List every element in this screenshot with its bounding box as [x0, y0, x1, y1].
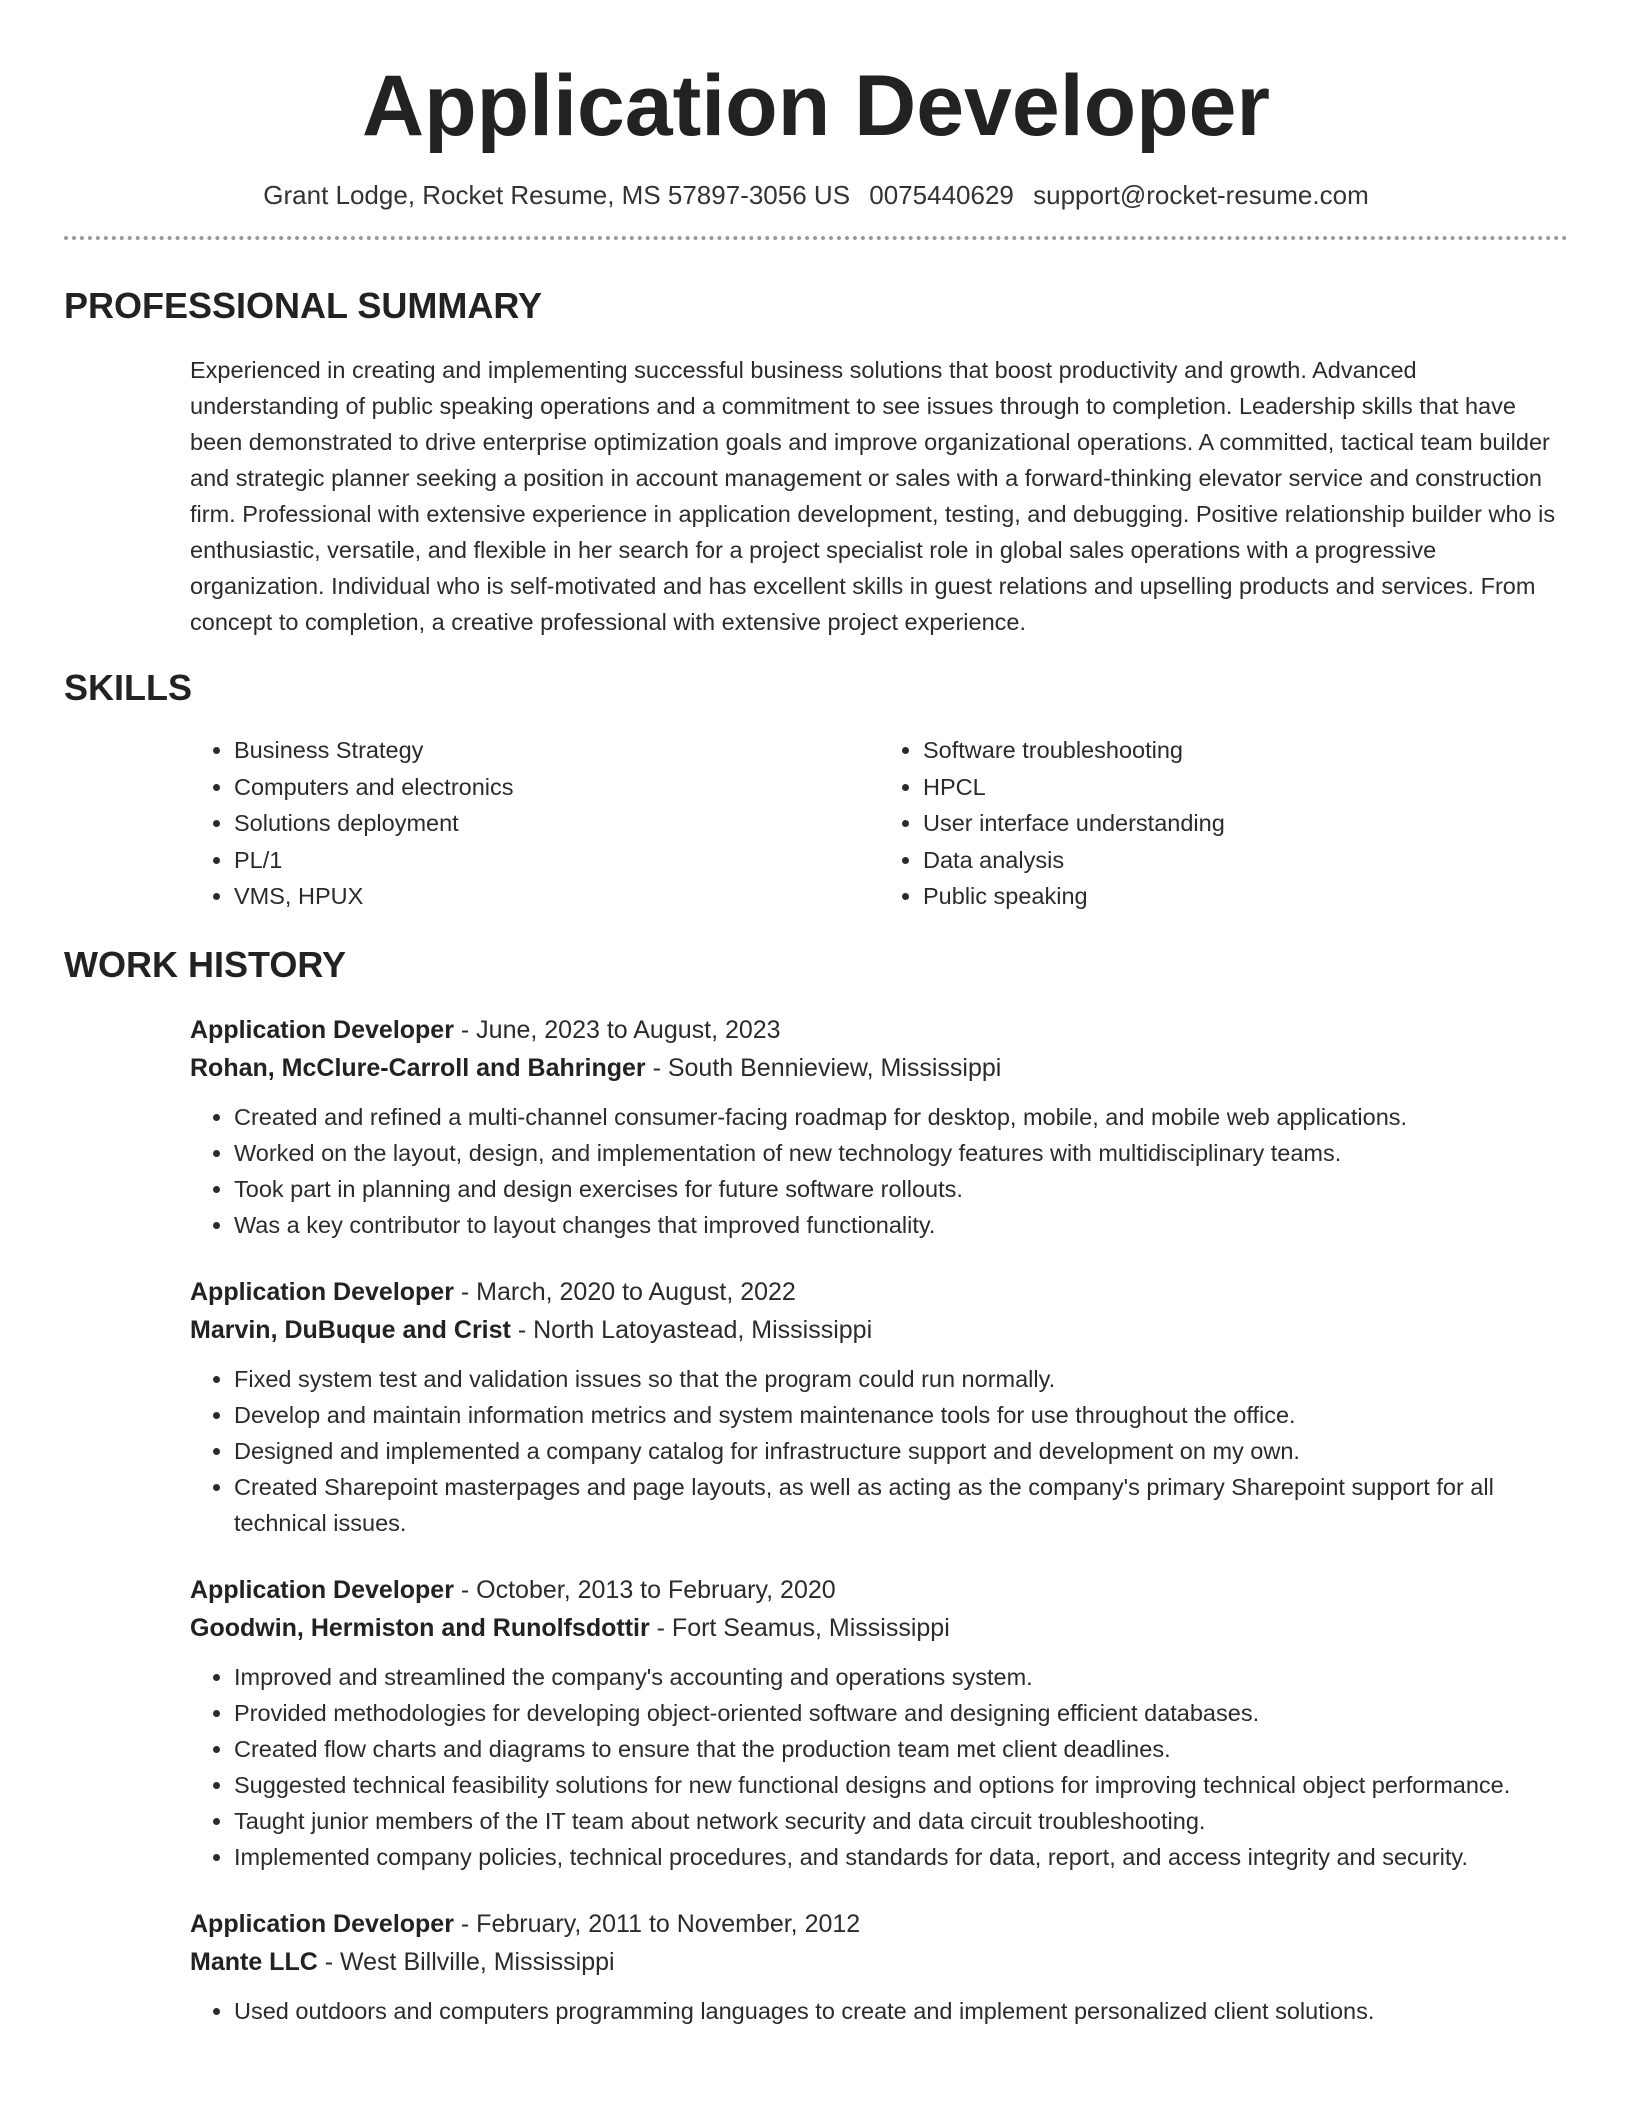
job-company: Marvin, DuBuque and Crist [190, 1315, 511, 1344]
skill-item: • User interface understanding [923, 805, 1568, 842]
job-company: Mante LLC [190, 1947, 318, 1976]
job-company-line [190, 1049, 1568, 1087]
work-history-heading: WORK HISTORY [64, 943, 347, 985]
job-title-line [190, 1011, 1568, 1049]
job-bullets [190, 1993, 1568, 2029]
job-entry [190, 1571, 1568, 1875]
job-company-line [190, 1311, 1568, 1349]
skills-list [190, 732, 1568, 915]
skills-column-left [190, 732, 879, 915]
job-bullet: • Implemented company policies, technical procedures, and standards for data, report, and access integrity and security. [234, 1839, 1568, 1875]
job-title-line [190, 1905, 1568, 1943]
job-entry [190, 1273, 1568, 1541]
job-bullet: • Worked on the layout, design, and implementation of new technology features with multidisciplinary teams. [234, 1135, 1568, 1171]
summary-heading: PROFESSIONAL SUMMARY [64, 285, 543, 326]
job-bullet: • Suggested technical feasibility solutions for new functional designs and options for improving technical object performance. [234, 1767, 1568, 1803]
job-bullet: • Used outdoors and computers programming languages to create and implement personalized client solutions. [234, 1993, 1568, 2029]
job-bullets [190, 1099, 1568, 1243]
skill-item: • Solutions deployment [234, 805, 879, 842]
skill-item: • Software troubleshooting [923, 732, 1568, 769]
skill-item: • Data analysis [923, 842, 1568, 879]
contact-address: Grant Lodge, Rocket Resume, MS 57897-3056 US [263, 180, 851, 210]
job-title: Application Developer [190, 1575, 454, 1604]
job-title: Application Developer [190, 1909, 454, 1938]
job-bullet: • Provided methodologies for developing object-oriented software and designing efficient databases. [234, 1695, 1568, 1731]
job-bullets [190, 1659, 1568, 1875]
job-title: Application Developer [190, 1277, 454, 1306]
job-dates: - February, 2011 to November, 2012 [453, 1909, 861, 1938]
skill-item: • Computers and electronics [234, 769, 879, 806]
skill-item: • PL/1 [234, 842, 879, 879]
skills-heading: SKILLS [64, 667, 193, 708]
job-entry [190, 1011, 1568, 1243]
job-company: Rohan, McClure-Carroll and Bahringer [190, 1053, 646, 1082]
contact-email: support@rocket-resume.com [1033, 180, 1369, 210]
header-divider [64, 236, 1568, 240]
resume-header [64, 0, 1568, 212]
job-bullet: • Took part in planning and design exercises for future software rollouts. [234, 1171, 1568, 1207]
job-company-line [190, 1609, 1568, 1647]
job-dates: - June, 2023 to August, 2023 [453, 1015, 781, 1044]
job-location: - Fort Seamus, Mississippi [649, 1613, 950, 1642]
summary-text: Experienced in creating and implementing successful business solutions that boost productivity and growth. Advanced understanding of public speaking operations and a commitment to see issues through to completion. Leadership skills that have been demonstrated to drive enterprise optimization goals and improve organizational operations. A committed, tactical team builder and strategic planner seeking a position in account management or sales with a forward-thinking elevator service and construction firm. Professional with extensive experience in application development, testing, and debugging. Positive relationship builder who is enthusiastic, versatile, and flexible in her search for a project specialist role in global sales operations with a progressive organization. Individual who is self-motivated and has excellent skills in guest relations and upselling products and services. From concept to completion, a creative professional with extensive project experience. [190, 357, 1556, 635]
job-title-line [190, 1273, 1568, 1311]
job-company: Goodwin, Hermiston and Runolfsdottir [190, 1613, 650, 1642]
skill-item: • HPCL [923, 769, 1568, 806]
job-bullet: • Created flow charts and diagrams to ensure that the production team met client deadlines. [234, 1731, 1568, 1767]
job-location: - North Latoyastead, Mississippi [510, 1315, 873, 1344]
job-entry [190, 1905, 1568, 2029]
job-location: - South Bennieview, Mississippi [645, 1053, 1002, 1082]
job-bullets [190, 1361, 1568, 1541]
resume-page [64, 0, 1568, 2029]
job-bullet: • Created Sharepoint masterpages and page layouts, as well as acting as the company's primary Sharepoint support for all technical issues. [234, 1469, 1568, 1541]
job-location: - West Billville, Mississippi [317, 1947, 615, 1976]
job-title: Application Developer [190, 1015, 454, 1044]
page-title: Application Developer [362, 58, 1270, 154]
skill-item: • VMS, HPUX [234, 878, 879, 915]
job-bullet: • Taught junior members of the IT team about network security and data circuit troubleshooting. [234, 1803, 1568, 1839]
job-title-line [190, 1571, 1568, 1609]
job-dates: - October, 2013 to February, 2020 [453, 1575, 836, 1604]
job-bullet: • Designed and implemented a company catalog for infrastructure support and development on my own. [234, 1433, 1568, 1469]
contact-line [64, 178, 1568, 212]
job-bullet: • Created and refined a multi-channel consumer-facing roadmap for desktop, mobile, and mobile web applications. [234, 1099, 1568, 1135]
job-bullet: • Was a key contributor to layout changes that improved functionality. [234, 1207, 1568, 1243]
job-dates: - March, 2020 to August, 2022 [453, 1277, 796, 1306]
skill-item: • Business Strategy [234, 732, 879, 769]
job-bullet: • Develop and maintain information metrics and system maintenance tools for use throughout the office. [234, 1397, 1568, 1433]
contact-phone: 0075440629 [869, 180, 1014, 210]
job-bullet: • Improved and streamlined the company's accounting and operations system. [234, 1659, 1568, 1695]
skills-column-right [879, 732, 1568, 915]
skill-item: • Public speaking [923, 878, 1568, 915]
job-company-line [190, 1943, 1568, 1981]
job-bullet: • Fixed system test and validation issues so that the program could run normally. [234, 1361, 1568, 1397]
